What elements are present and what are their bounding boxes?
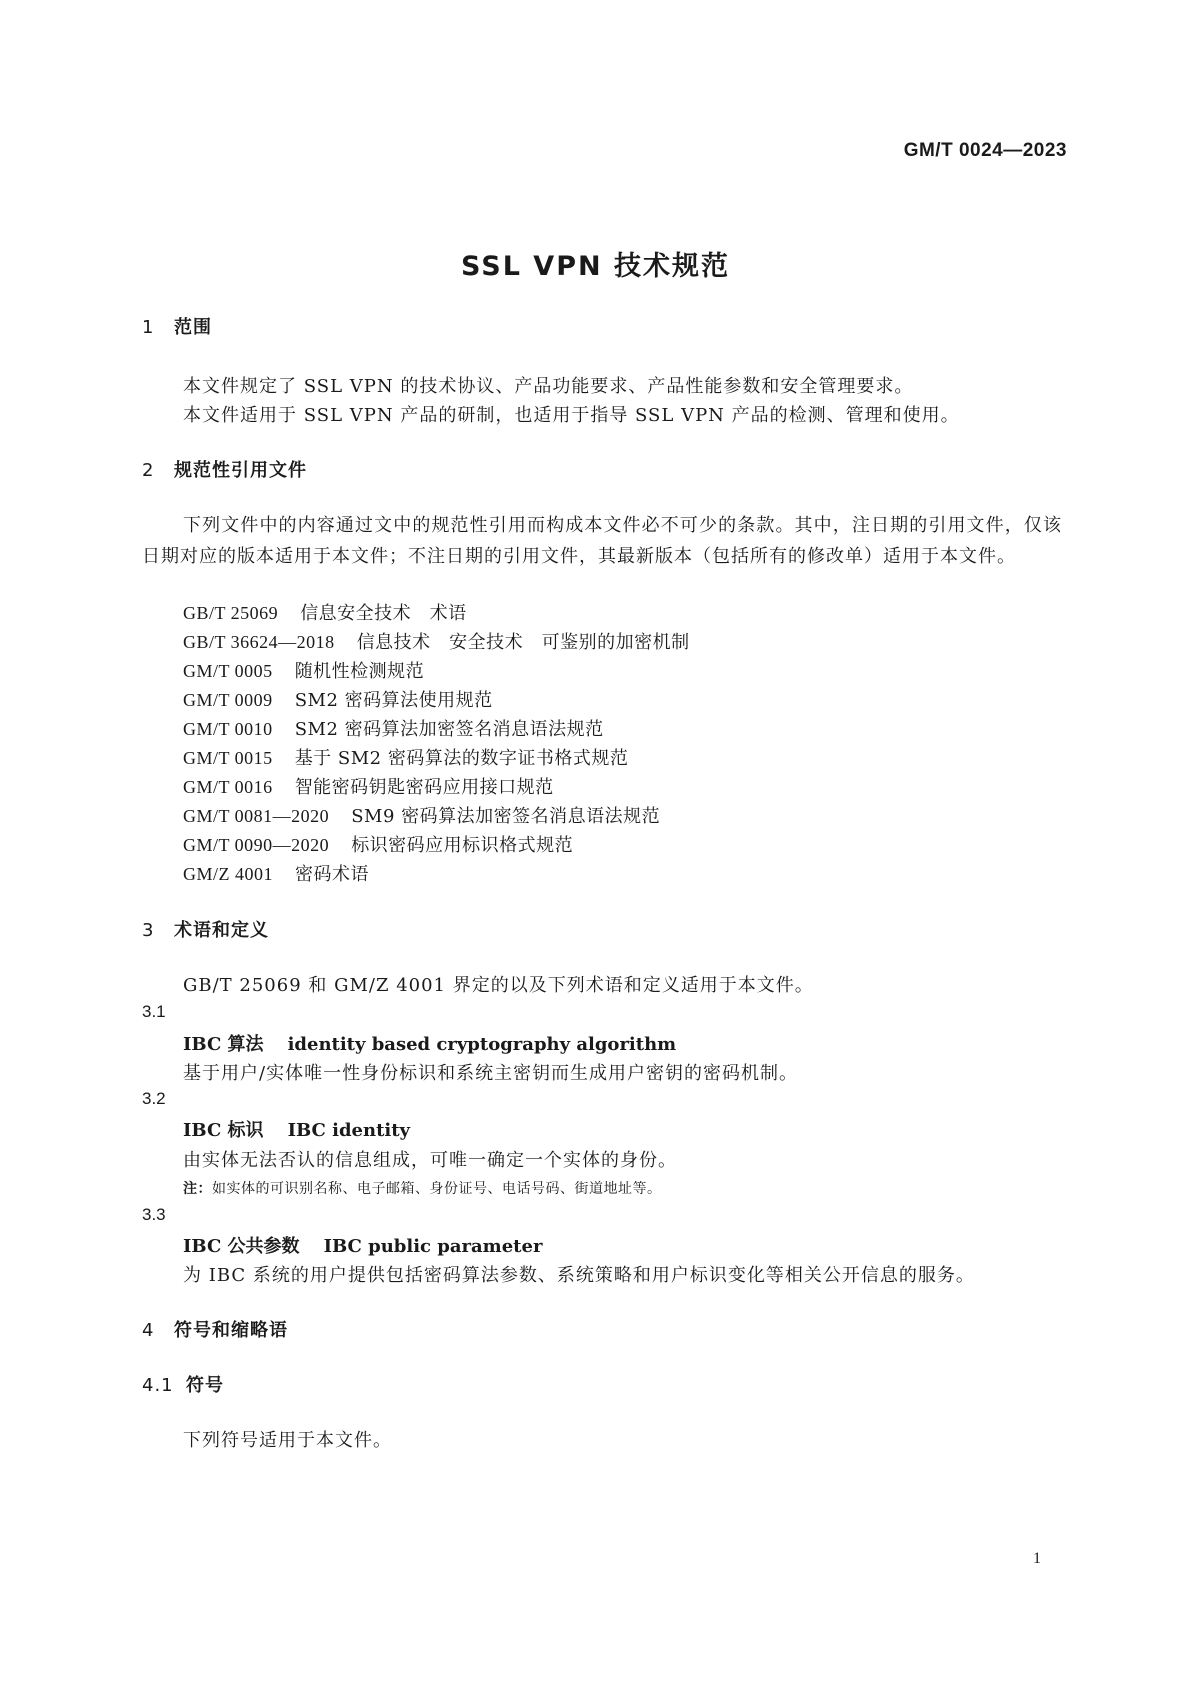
reference-item	[183, 773, 554, 799]
term-heading	[183, 1030, 676, 1056]
paragraph: 本文件规定了 SSL VPN 的技术协议、产品功能要求、产品性能参数和安全管理要求。	[183, 376, 914, 397]
reference-code: GM/T 0005	[183, 661, 273, 681]
reference-code: GM/T 0016	[183, 777, 273, 797]
term-number: 3.1	[142, 1002, 166, 1021]
term-heading	[183, 1116, 410, 1142]
reference-code: GM/T 0015	[183, 748, 273, 768]
reference-title: 随机性检测规范	[294, 661, 425, 682]
term-zh: IBC 算法	[183, 1034, 264, 1055]
reference-title: 信息安全技术 术语	[300, 603, 467, 624]
note-text: 如实体的可识别名称、电子邮箱、身份证号、电话号码、街道地址等。	[212, 1181, 662, 1197]
reference-title: 基于 SM2 密码算法的数字证书格式规范	[294, 748, 629, 769]
section-number: 1	[142, 317, 155, 338]
reference-code: GB/T 25069	[183, 603, 279, 623]
reference-title: 智能密码钥匙密码应用接口规范	[294, 777, 554, 798]
term-heading	[183, 1232, 542, 1258]
paragraph: 下列文件中的内容通过文中的规范性引用而构成本文件必不可少的条款。其中，注日期的引用文件，仅该日期对应的版本适用于本文件；不注日期的引用文件，其最新版本（包括所有的修改单）适用于本文件。	[142, 515, 1062, 567]
reference-code: GM/T 0090—2020	[183, 835, 330, 855]
section-number: 4	[142, 1320, 155, 1341]
section-title: 范围	[174, 317, 212, 338]
reference-code: GB/T 36624—2018	[183, 632, 335, 652]
paragraph: 下列符号适用于本文件。	[183, 1430, 392, 1451]
reference-title: SM9 密码算法加密签名消息语法规范	[351, 806, 661, 827]
standard-number: GM/T 0024—2023	[903, 140, 1067, 161]
term-en: IBC identity	[287, 1120, 411, 1141]
reference-item	[183, 831, 573, 857]
reference-code: GM/T 0009	[183, 690, 273, 710]
term-en: identity based cryptography algorithm	[287, 1034, 677, 1055]
subsection-number: 4.1	[142, 1375, 174, 1396]
reference-code: GM/Z 4001	[183, 864, 273, 884]
reference-item	[183, 802, 660, 828]
term-zh: IBC 标识	[183, 1120, 264, 1141]
paragraph: 本文件适用于 SSL VPN 产品的研制，也适用于指导 SSL VPN 产品的检测、管理和使用。	[183, 405, 960, 426]
section-number: 3	[142, 920, 155, 941]
reference-code: GM/T 0010	[183, 719, 273, 739]
term-definition: 由实体无法否认的信息组成，可唯一确定一个实体的身份。	[183, 1150, 677, 1171]
subsection-4-1-heading	[142, 1371, 224, 1397]
reference-item	[183, 657, 424, 683]
term-number: 3.3	[142, 1205, 166, 1224]
reference-item	[183, 628, 690, 654]
reference-code: GM/T 0081—2020	[183, 806, 330, 826]
term-zh: IBC 公共参数	[183, 1236, 300, 1257]
reference-title: SM2 密码算法使用规范	[294, 690, 493, 711]
section-title: 符号和缩略语	[174, 1320, 288, 1341]
section-1-heading	[142, 313, 212, 339]
section-3-heading	[142, 916, 269, 942]
term-note	[183, 1178, 662, 1198]
section-title: 规范性引用文件	[174, 460, 307, 481]
reference-item	[183, 686, 493, 712]
section-title: 术语和定义	[174, 920, 269, 941]
term-en: IBC public parameter	[323, 1236, 543, 1257]
paragraph: GB/T 25069 和 GM/Z 4001 界定的以及下列术语和定义适用于本文件。	[183, 975, 814, 996]
term-number: 3.2	[142, 1089, 166, 1108]
term-definition: 基于用户/实体唯一性身份标识和系统主密钥而生成用户密钥的密码机制。	[183, 1063, 799, 1084]
term-definition: 为 IBC 系统的用户提供包括密码算法参数、系统策略和用户标识变化等相关公开信息的服务。	[183, 1265, 975, 1286]
section-number: 2	[142, 460, 155, 481]
reference-item	[183, 599, 467, 625]
subsection-title: 符号	[186, 1375, 224, 1396]
reference-item	[183, 744, 628, 770]
reference-title: 信息技术 安全技术 可鉴别的加密机制	[356, 632, 690, 653]
reference-item	[183, 860, 369, 886]
section-4-heading	[142, 1316, 288, 1342]
note-label: 注：	[183, 1181, 212, 1197]
reference-title: SM2 密码算法加密签名消息语法规范	[294, 719, 604, 740]
section-2-heading	[142, 456, 307, 482]
page-number: 1	[1033, 1550, 1041, 1567]
reference-title: 标识密码应用标识格式规范	[351, 835, 574, 856]
document-title: SSL VPN 技术规范	[461, 251, 730, 282]
reference-item	[183, 715, 604, 741]
reference-title: 密码术语	[295, 864, 369, 885]
